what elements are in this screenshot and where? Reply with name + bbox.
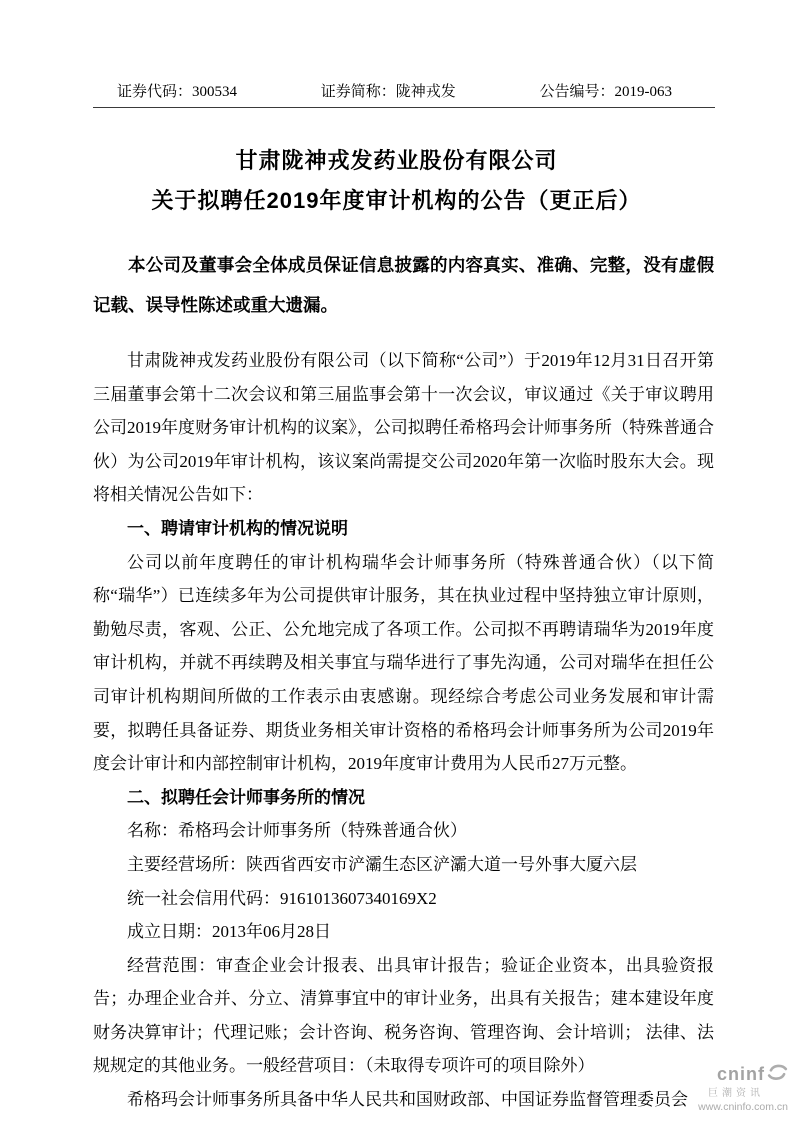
stock-code: 证券代码：300534 — [117, 84, 238, 100]
firm-credit-code-line: 统一社会信用代码：9161013607340169X2 — [127, 888, 437, 908]
section1-heading: 一、聘请审计机构的情况说明 — [127, 518, 348, 538]
firm-founded-date-line: 成立日期：2013年06月28日 — [127, 922, 331, 942]
cninfo-brand-row — [698, 1062, 788, 1088]
announcement-number: 公告编号：2019-063 — [539, 84, 672, 100]
cninfo-brand-text: cninf — [717, 1063, 765, 1084]
firm-address-line: 主要经营场所：陕西省西安市浐灞生态区浐灞大道一号外事大厦六层 — [127, 854, 637, 874]
intro-paragraph: 甘肃陇神戎发药业股份有限公司（以下简称“公司”）于2019年12月31日召开第三届董事会第十二次会议和第三届监事会第十一次会议，审议通过《关于审议聘用公司2019年度财务审计机构的议案》，公司拟聘任希格玛会计师事务所（特殊普通合伙）为公司2019年审计机构，该议案尚需提交公司2020年第一次临时股东大会。现将相关情况公告如下： — [93, 351, 714, 505]
header-divider — [93, 107, 715, 108]
title-subject: 关于拟聘任2019年度审计机构的公告（更正后） — [151, 188, 642, 213]
cninfo-chinese-name: 巨潮资讯 — [708, 1088, 764, 1100]
business-scope-paragraph: 经营范围：审查企业会计报表、出具审计报告；验证企业资本，出具验资报告；办理企业合并、分立、清算事宜中的审计业务，出具有关报告；建本建设年度财务决算审计；代理记账；会计咨询、税务咨询、管理咨询、会计培训； 法律、法规规定的其他业务。一般经营项目：（未取得专项许可的项目除外） — [93, 955, 714, 1076]
qualification-paragraph: 希格玛会计师事务所具备中华人民共和国财政部、中国证券监督管理委员会 — [127, 1090, 688, 1110]
cninfo-swirl-icon — [767, 1062, 788, 1088]
section1-paragraph: 公司以前年度聘任的审计机构瑞华会计师事务所（特殊普通合伙）（以下简称“瑞华”）已连续多年为公司提供审计服务，其在执业过程中坚持独立审计原则，勤勉尽责，客观、公正、公允地完成了各项工作。公司拟不再聘请瑞华为2019年度审计机构，并就不再续聘及相关事宜与瑞华进行了事先沟通，公司对瑞华在担任公司审计机构期间所做的工作表示由衷感谢。现经综合考虑公司业务发展和审计需要，拟聘任具备证券、期货业务相关审计资格的希格玛会计师事务所为公司2019年度会计审计和内部控制审计机构，2019年度审计费用为人民币27万元整。 — [93, 552, 714, 774]
document-title — [0, 141, 793, 221]
document-header — [93, 84, 715, 100]
firm-name-line: 名称：希格玛会计师事务所（特殊普通合伙） — [127, 821, 467, 841]
cninfo-watermark — [698, 1062, 788, 1114]
document-body — [93, 344, 714, 1117]
stock-abbreviation: 证券简称：陇神戎发 — [320, 84, 456, 100]
truthfulness-declaration: 本公司及董事会全体成员保证信息披露的内容真实、准确、完整，没有虚假记载、误导性陈述或重大遗漏。 — [93, 255, 714, 315]
title-company-name: 甘肃陇神戎发药业股份有限公司 — [235, 148, 558, 173]
section2-heading: 二、拟聘任会计师事务所的情况 — [127, 787, 365, 807]
cninfo-url-text: www.cninfo.com.cn — [698, 1101, 788, 1114]
